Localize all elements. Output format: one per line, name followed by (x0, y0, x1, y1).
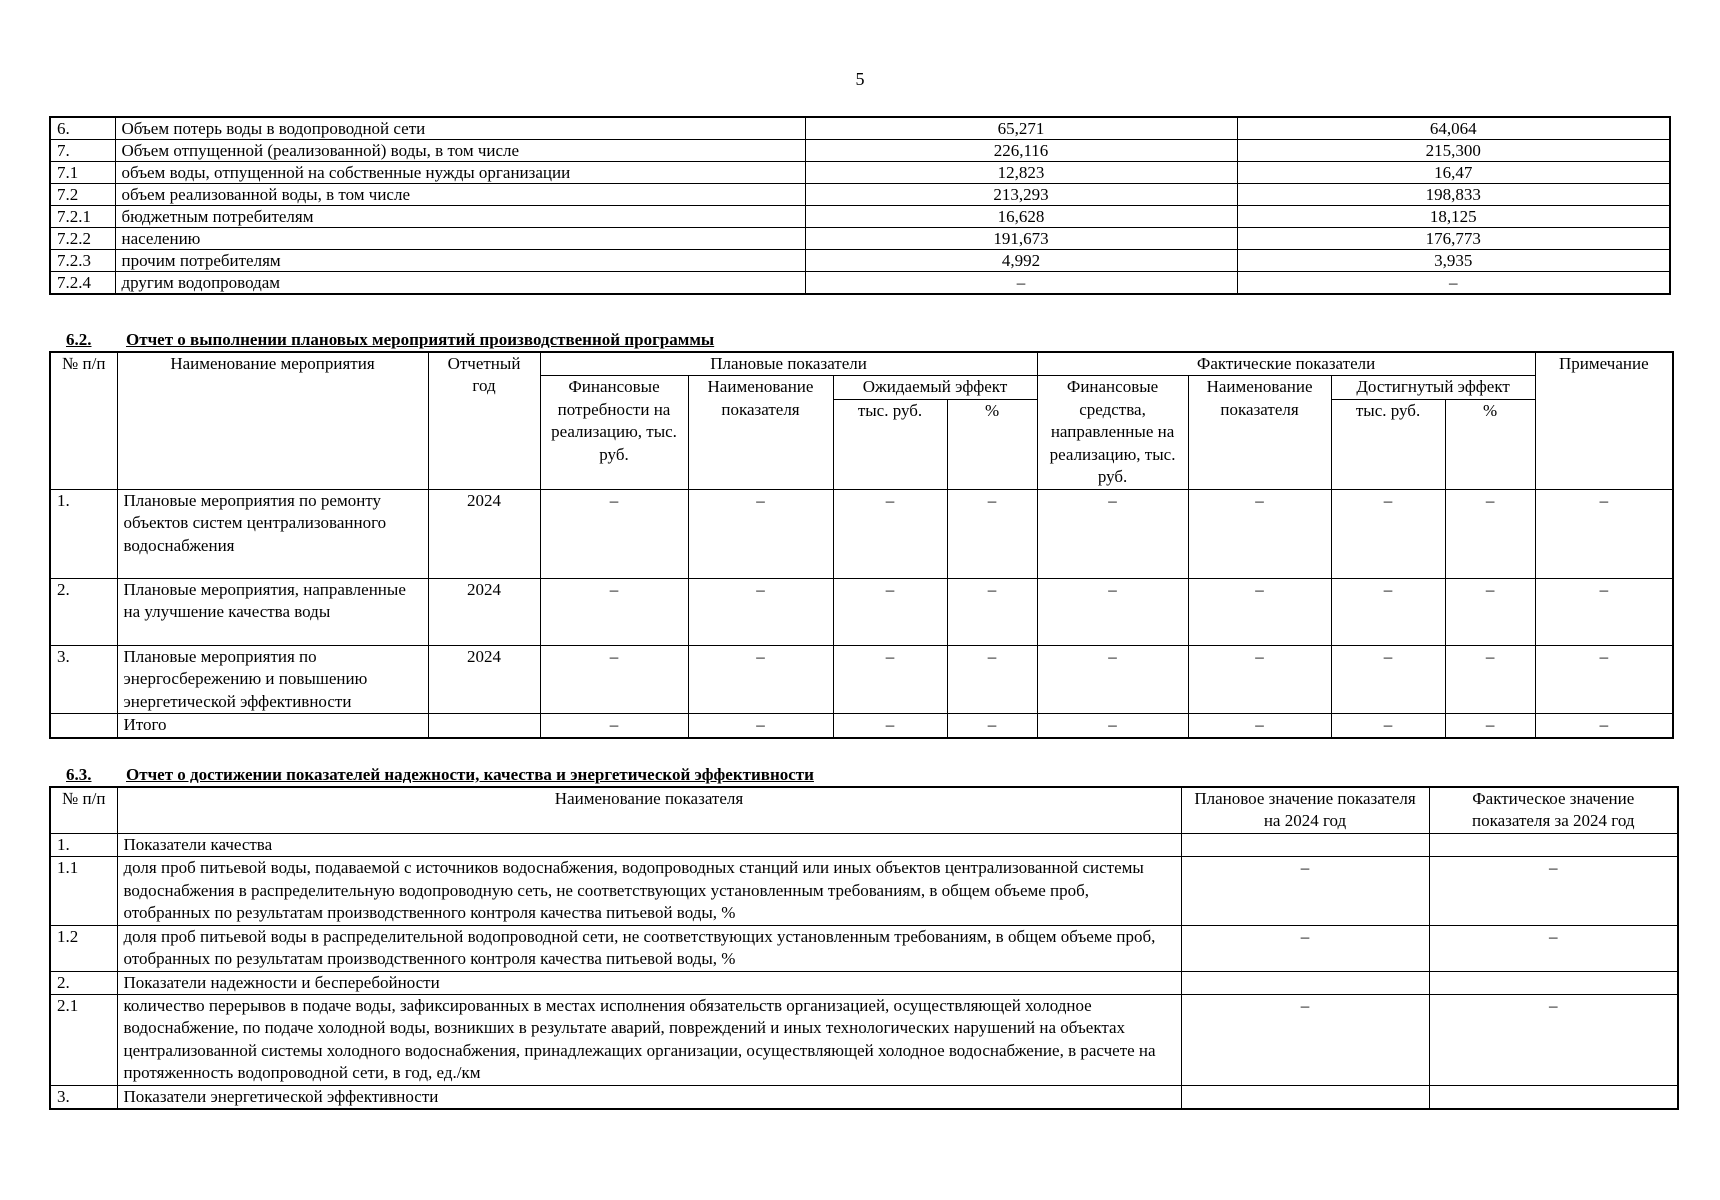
plan-value: 12,823 (805, 162, 1237, 184)
row-number: 6. (50, 117, 115, 140)
table-row (50, 117, 1670, 140)
row-name: населению (115, 228, 805, 250)
row-number: 3. (50, 1085, 117, 1109)
header-achieved-effect: Достигнутый эффект (1331, 376, 1535, 399)
fact-value: 215,300 (1237, 140, 1670, 162)
table-row (50, 971, 1678, 994)
table-row (50, 994, 1678, 1085)
page-number: 5 (855, 69, 865, 89)
row-number: 1.1 (50, 857, 117, 925)
activity-name: Плановые мероприятия по ремонту объектов систем централизованного водоснабжения (117, 489, 428, 578)
total-fact-indicator: – (1188, 714, 1331, 738)
fact-indicator-value: – (1188, 489, 1331, 578)
plan-finance-value: – (540, 578, 688, 645)
note-value: – (1535, 578, 1673, 645)
fact-rub-value: – (1331, 578, 1445, 645)
plan-value: 213,293 (805, 184, 1237, 206)
table-row (50, 140, 1670, 162)
plan-indicator-value: – (688, 645, 833, 713)
row-number: 2. (50, 578, 117, 645)
activity-name: Плановые мероприятия, направленные на улучшение качества воды (117, 578, 428, 645)
plan-value: 191,673 (805, 228, 1237, 250)
indicator-name: количество перерывов в подаче воды, зафиксированных в местах исполнения обязательств организацией, осуществляющей холодное водоснабжение, по подаче холодной воды, возникших в результате аварий, повреждений и иных технологических нарушений на объектах централизованной системы холодного водоснабжения, принадлежащих организации, осуществляющей холодное водоснабжение, в расчете на протяженность водопроводной сети, в год, ед./км (117, 994, 1181, 1085)
table-row (50, 272, 1670, 295)
fact-value: – (1429, 925, 1678, 971)
plan-value: 16,628 (805, 206, 1237, 228)
section-6-3-heading (66, 764, 814, 786)
table-row (50, 489, 1673, 578)
fact-indicator-value: – (1188, 578, 1331, 645)
section-6-2-heading (66, 329, 714, 351)
report-year: 2024 (428, 489, 540, 578)
plan-indicator-value: – (688, 489, 833, 578)
header-fact-group: Фактические показатели (1037, 352, 1535, 376)
fact-value (1429, 971, 1678, 994)
header-note: Примечание (1535, 352, 1673, 489)
table-row (50, 206, 1670, 228)
plan-pct-value: – (947, 489, 1037, 578)
row-number: 2.1 (50, 994, 117, 1085)
plan-value (1181, 833, 1429, 856)
table-row (50, 857, 1678, 925)
plan-finance-value: – (540, 489, 688, 578)
header-num: № п/п (50, 352, 117, 489)
row-number: 1. (50, 833, 117, 856)
plan-value: 226,116 (805, 140, 1237, 162)
header-activity-name: Наименование мероприятия (117, 352, 428, 489)
fact-value: 198,833 (1237, 184, 1670, 206)
table-row (50, 228, 1670, 250)
table-row (50, 578, 1673, 645)
row-number: 2. (50, 971, 117, 994)
fact-value: – (1237, 272, 1670, 295)
total-plan-pct: – (947, 714, 1037, 738)
row-name: другим водопроводам (115, 272, 805, 295)
water-volume-table (49, 116, 1671, 295)
plan-pct-value: – (947, 645, 1037, 713)
table-row (50, 645, 1673, 713)
header-fact-indicator: Наименование показателя (1188, 376, 1331, 489)
indicator-name: Показатели качества (117, 833, 1181, 856)
indicator-name: доля проб питьевой воды в распределительной водопроводной сети, не соответствующих установленным требованиям, в общем объеме проб, отобранных по результатам производственного контроля качества питьевой воды, % (117, 925, 1181, 971)
header-plan-rub: тыс. руб. (833, 399, 947, 489)
indicator-name: Показатели энергетической эффективности (117, 1085, 1181, 1109)
plan-value: – (805, 272, 1237, 295)
total-plan-rub: – (833, 714, 947, 738)
total-row (50, 714, 1673, 738)
row-name: Объем потерь воды в водопроводной сети (115, 117, 805, 140)
indicator-name: доля проб питьевой воды, подаваемой с источников водоснабжения, водопроводных станций или иных объектов централизованной системы водоснабжения в распределительную водопроводную сеть, не соответствующих установленным требованиям, в общем объеме проб, отобранных по результатам производственного контроля качества питьевой воды, % (117, 857, 1181, 925)
indicator-name: Показатели надежности и бесперебойности (117, 971, 1181, 994)
fact-value: 176,773 (1237, 228, 1670, 250)
row-name: прочим потребителям (115, 250, 805, 272)
table-row (50, 184, 1670, 206)
section-title: Отчет о достижении показателей надежности, качества и энергетической эффективности (126, 765, 814, 784)
row-name: Объем отпущенной (реализованной) воды, в том числе (115, 140, 805, 162)
fact-value: 3,935 (1237, 250, 1670, 272)
plan-rub-value: – (833, 489, 947, 578)
row-number: 7.1 (50, 162, 115, 184)
header-num: № п/п (50, 787, 117, 833)
row-number: 3. (50, 645, 117, 713)
fact-value: 64,064 (1237, 117, 1670, 140)
table-row (50, 162, 1670, 184)
fact-value: 18,125 (1237, 206, 1670, 228)
fact-rub-value: – (1331, 489, 1445, 578)
table-row (50, 250, 1670, 272)
plan-pct-value: – (947, 578, 1037, 645)
header-fact-value: Фактическое значение показателя за 2024 год (1429, 787, 1678, 833)
row-number: 7.2 (50, 184, 115, 206)
plan-value: 65,271 (805, 117, 1237, 140)
total-year (428, 714, 540, 738)
section-title: Отчет о выполнении плановых мероприятий производственной программы (126, 330, 715, 349)
report-year: 2024 (428, 578, 540, 645)
plan-rub-value: – (833, 578, 947, 645)
table-row (50, 925, 1678, 971)
fact-finance-value: – (1037, 578, 1188, 645)
plan-value (1181, 971, 1429, 994)
fact-finance-value: – (1037, 489, 1188, 578)
header-plan-pct: % (947, 399, 1037, 489)
activity-name: Плановые мероприятия по энергосбережению и повышению энергетической эффективности (117, 645, 428, 713)
row-number: 7. (50, 140, 115, 162)
row-number: 7.2.1 (50, 206, 115, 228)
fact-pct-value: – (1445, 578, 1535, 645)
row-number: 1. (50, 489, 117, 578)
row-name: объем воды, отпущенной на собственные нужды организации (115, 162, 805, 184)
row-number: 7.2.2 (50, 228, 115, 250)
fact-value: 16,47 (1237, 162, 1670, 184)
header-plan-group: Плановые показатели (540, 352, 1037, 376)
total-note: – (1535, 714, 1673, 738)
plan-value: – (1181, 857, 1429, 925)
fact-indicator-value: – (1188, 645, 1331, 713)
plan-finance-value: – (540, 645, 688, 713)
fact-value: – (1429, 994, 1678, 1085)
fact-pct-value: – (1445, 645, 1535, 713)
table-row (50, 833, 1678, 856)
total-label: Итого (117, 714, 428, 738)
row-number: 7.2.4 (50, 272, 115, 295)
total-fact-rub: – (1331, 714, 1445, 738)
plan-rub-value: – (833, 645, 947, 713)
fact-finance-value: – (1037, 645, 1188, 713)
plan-value: – (1181, 925, 1429, 971)
total-plan-indicator: – (688, 714, 833, 738)
fact-pct-value: – (1445, 489, 1535, 578)
header-fact-finance: Финансовые средства, направленные на реализацию, тыс. руб. (1037, 376, 1188, 489)
total-fact-finance: – (1037, 714, 1188, 738)
plan-indicator-value: – (688, 578, 833, 645)
fact-value (1429, 1085, 1678, 1109)
total-number (50, 714, 117, 738)
planned-activities-table (49, 351, 1674, 739)
header-plan-finance: Финансовые потребности на реализацию, тыс. руб. (540, 376, 688, 489)
report-year: 2024 (428, 645, 540, 713)
table-row (50, 1085, 1678, 1109)
total-plan-finance: – (540, 714, 688, 738)
plan-value (1181, 1085, 1429, 1109)
header-expected-effect: Ожидаемый эффект (833, 376, 1037, 399)
plan-value: – (1181, 994, 1429, 1085)
row-number: 7.2.3 (50, 250, 115, 272)
header-fact-pct: % (1445, 399, 1535, 489)
fact-value (1429, 833, 1678, 856)
header-plan-value: Плановое значение показателя на 2024 год (1181, 787, 1429, 833)
row-name: объем реализованной воды, в том числе (115, 184, 805, 206)
row-name: бюджетным потребителям (115, 206, 805, 228)
section-number: 6.2. (66, 330, 92, 349)
total-fact-pct: – (1445, 714, 1535, 738)
fact-rub-value: – (1331, 645, 1445, 713)
header-fact-rub: тыс. руб. (1331, 399, 1445, 489)
section-number: 6.3. (66, 765, 92, 784)
note-value: – (1535, 489, 1673, 578)
fact-value: – (1429, 857, 1678, 925)
plan-value: 4,992 (805, 250, 1237, 272)
header-year: Отчетный год (428, 352, 540, 489)
header-indicator-name: Наименование показателя (117, 787, 1181, 833)
note-value: – (1535, 645, 1673, 713)
row-number: 1.2 (50, 925, 117, 971)
header-plan-indicator: Наименование показателя (688, 376, 833, 489)
indicators-table (49, 786, 1679, 1110)
